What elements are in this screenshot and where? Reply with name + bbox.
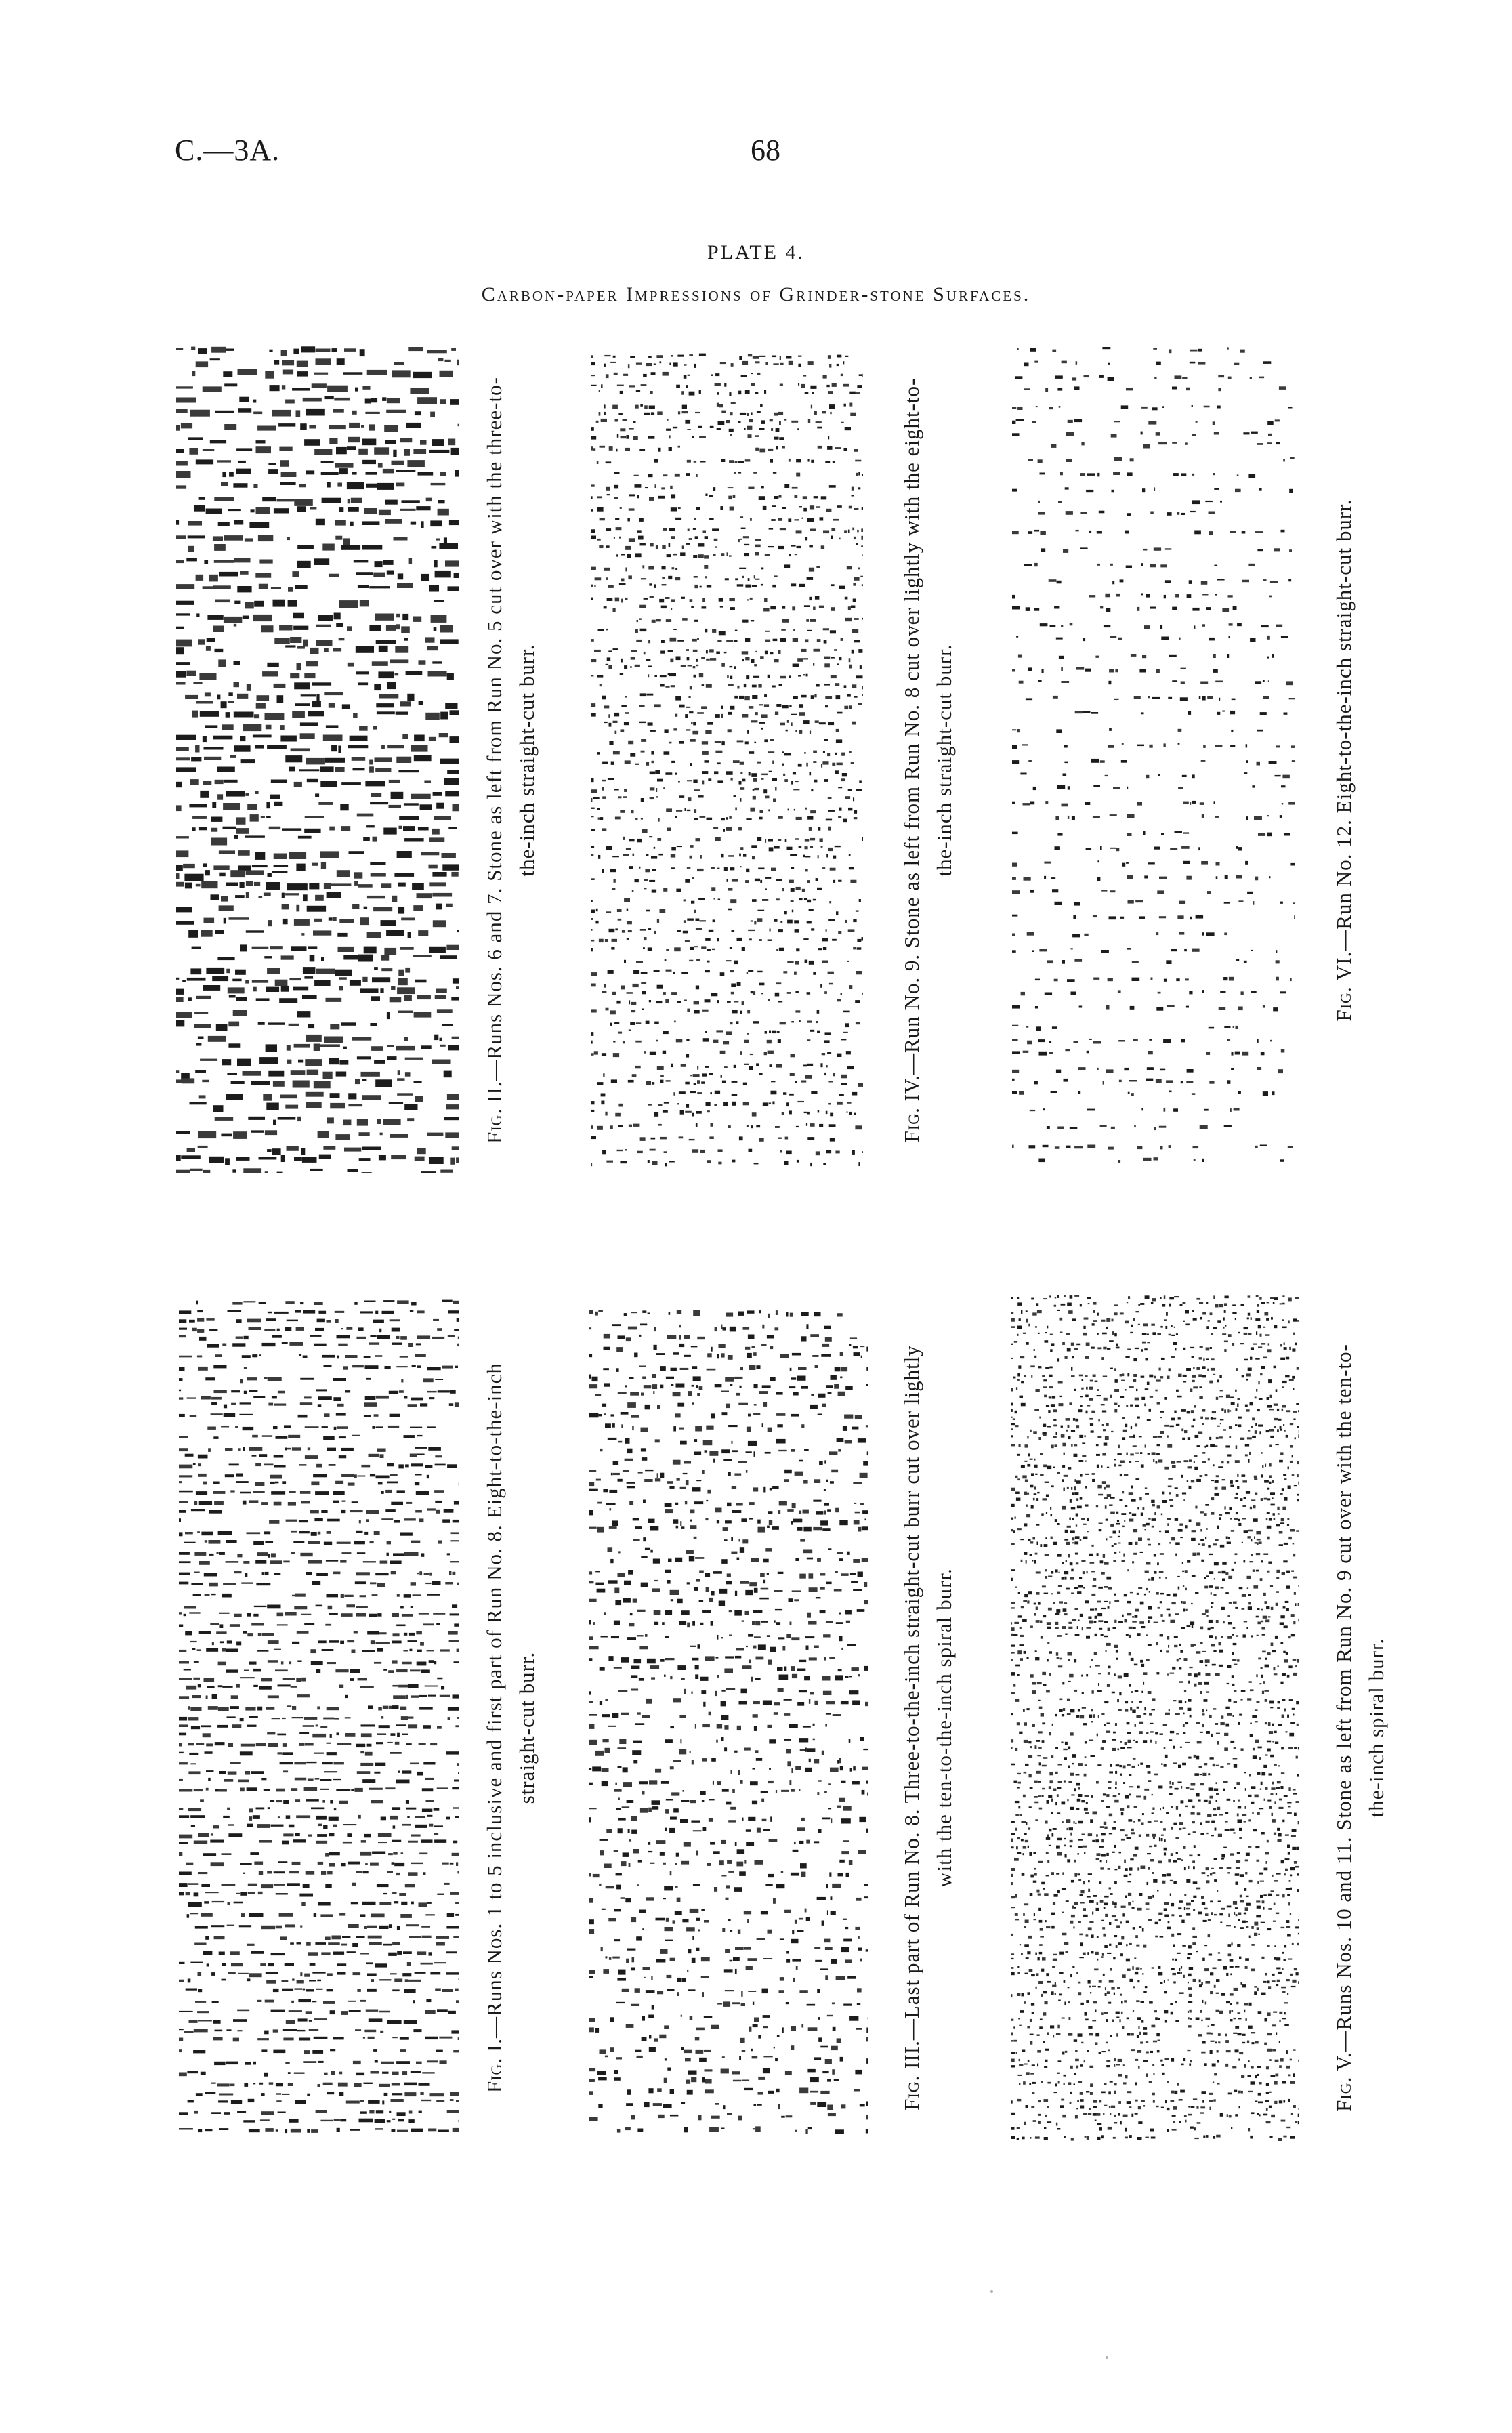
impression-image-fig-6 [1011, 346, 1298, 1173]
impression-image-fig-1 [177, 1298, 462, 2137]
impression-image-fig-3 [588, 1309, 871, 2141]
figure-text: —Run No. 12. Eight-to-the-inch straight-cut burr. [1332, 499, 1356, 951]
figure-label: Fig. VI. [1332, 951, 1356, 1022]
plate-title: PLATE 4. [707, 241, 805, 264]
impression-image-fig-5 [1009, 1294, 1302, 2142]
plate-subtitle: Carbon-paper Impressions of Grinder-stone Surfaces. [481, 283, 1031, 306]
figure-text: —Run No. 9. Stone as left from Run No. 8 cut over lightly with the eight-to-the-inch straight-cut burr. [900, 377, 956, 1075]
figure-text: —Runs Nos. 1 to 5 inclusive and first part of Run No. 8. Eight-to-the-inch straight-cut burr. [482, 1362, 539, 2038]
figure-label: Fig. V. [1332, 2052, 1356, 2112]
impression-image-fig-2 [175, 346, 462, 1173]
figure-caption-fig-1 [478, 1328, 543, 2127]
figure-caption-fig-3 [896, 1328, 961, 2127]
print-speck [990, 2290, 993, 2293]
figure-label: Fig. II. [482, 1081, 506, 1144]
figure-caption-fig-2 [478, 360, 543, 1160]
figure-label: Fig. III. [900, 2040, 923, 2110]
figure-text: —Runs Nos. 10 and 11. Stone as left from Run No. 9 cut over with the ten-to-the-inch spiral burr. [1332, 1344, 1388, 2052]
running-header: C.—3A. [175, 133, 280, 167]
figure-caption-fig-6 [1328, 360, 1360, 1160]
figure-text: —Runs Nos. 6 and 7. Stone as left from Run No. 5 cut over with the three-to-the-inch straight-cut burr. [482, 377, 539, 1081]
page-number: 68 [751, 133, 780, 167]
figure-caption-fig-5 [1328, 1328, 1393, 2127]
print-speck [1106, 2356, 1108, 2359]
figure-text: —Last part of Run No. 8. Three-to-the-inch straight-cut burr cut over lightly with the ten-to-the-inch spiral burr. [900, 1345, 956, 2041]
figure-label: Fig. IV. [900, 1074, 923, 1143]
impression-image-fig-4 [589, 352, 866, 1173]
figure-caption-fig-4 [896, 360, 961, 1160]
figure-label: Fig. I. [482, 2037, 506, 2094]
